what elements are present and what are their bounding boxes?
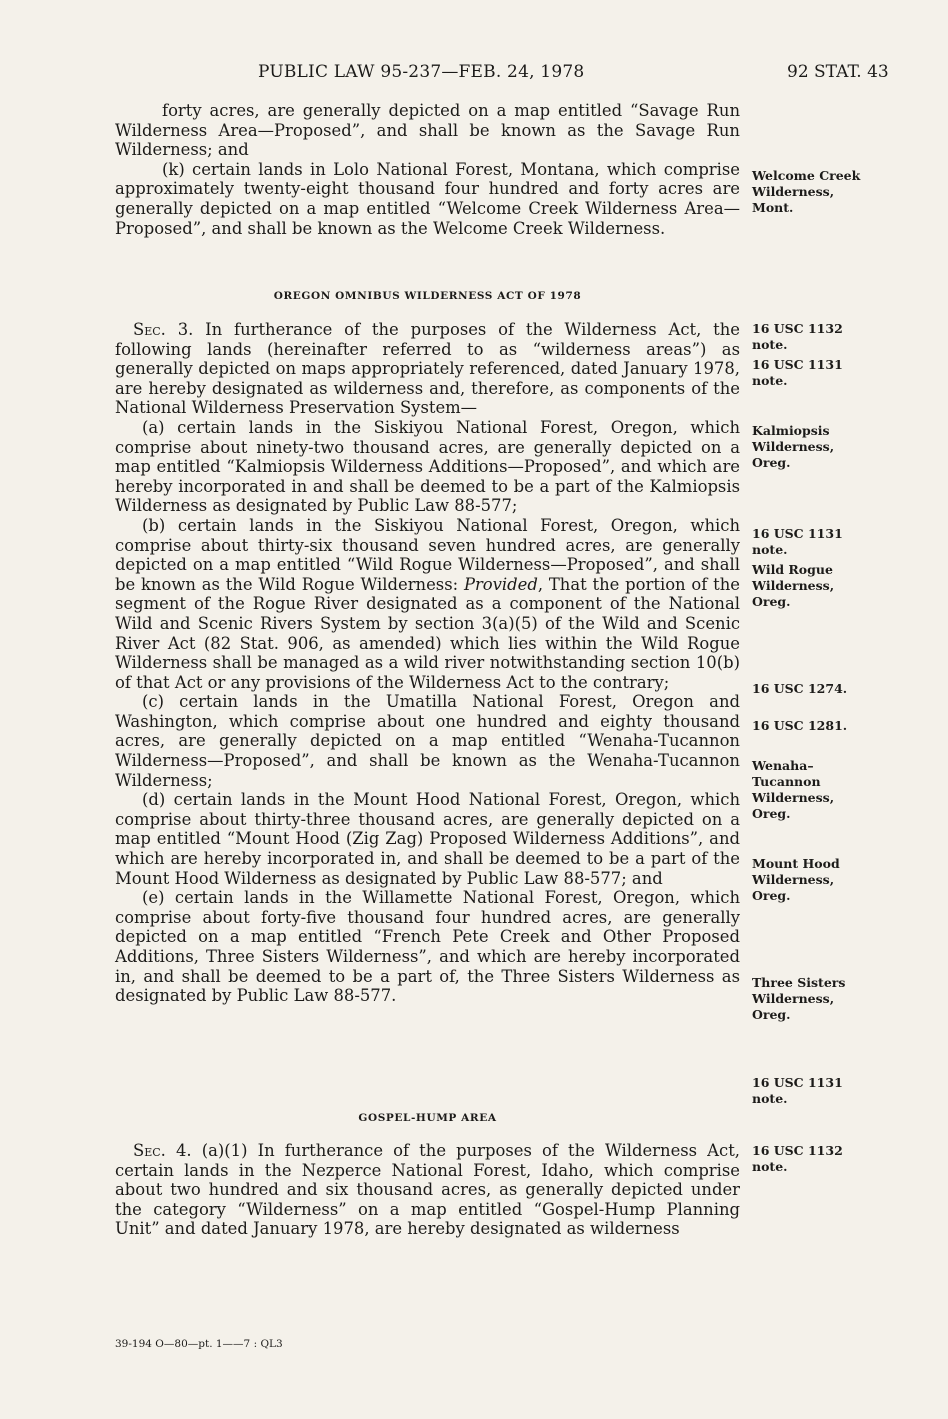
paragraph-sec3 — [115, 320, 740, 418]
provided-word: Provided — [463, 574, 538, 594]
sec4-text: 4. (a)(1) In furtherance of the purposes of the Wilderness Act, certain lands in the Nezperce National Forest, Idaho, which comprise about two hundred and six thousand acres, as generally depicted under the category “Wilderness” on a map entitled “Gospel-Hump Planning Unit” and dated January 1978, are hereby designated as wilderness — [115, 1141, 740, 1239]
margin-note-usc-1132-b: 16 USC 1132 note. — [752, 1143, 843, 1174]
margin-note-usc-1132: 16 USC 1132 note. — [752, 321, 843, 352]
margin-note-kalmiopsis: Kalmiopsis Wilderness, Oreg. — [752, 423, 835, 470]
paragraph-b-wild-rogue — [115, 516, 740, 692]
sec-label: Sec. — [133, 320, 166, 339]
running-header: PUBLIC LAW 95-237—FEB. 24, 1978 — [258, 62, 585, 82]
text-block-sec2-end — [115, 101, 740, 238]
margin-note-mount-hood: Mount Hood Wilderness, Oreg. — [752, 856, 840, 903]
sec3-text: 3. In furtherance of the purposes of the Wilderness Act, the following lands (hereinafter referred to as “wilderness areas”) as generally depicted on maps appropriately referenced, dated January 1978, are hereby designated as wilderness and, therefore, as components of the National Wilderness Preservation System— — [115, 320, 740, 418]
margin-note-wenaha: Wenaha– Tucannon Wilderness, Oreg. — [752, 758, 835, 821]
sec-label: Sec. — [133, 1141, 166, 1160]
paragraph-a-kalmiopsis: (a) certain lands in the Siskiyou National Forest, Oregon, which comprise about ninety-two thousand acres, are generally depicted on a map entitled “Kalmiopsis Wilderness Additions—Proposed”, and which are hereby incorporated in and shall be deemed to be a part of the Kalmiopsis Wilderness as designated by Public Law 88-577; — [115, 417, 740, 516]
text-block-sec4 — [115, 1141, 740, 1239]
paragraph-savage-run: forty acres, are generally depicted on a map entitled “Savage Run Wilderness Area—Proposed”, and shall be known as the Savage Run Wilderness; and — [115, 101, 740, 160]
margin-note-wild-rogue: Wild Rogue Wilderness, Oreg. — [752, 562, 835, 609]
margin-note-usc-1274: 16 USC 1274. — [752, 681, 848, 696]
margin-note-usc-1131-b: 16 USC 1131 note. — [752, 526, 843, 557]
section-heading-gospel-hump: GOSPEL-HUMP AREA — [358, 1112, 497, 1124]
b-text-pre: (b) certain lands in the Siskiyou National Forest, Oregon, which comprise about thirty-six thousand seven hundred acres, are generally depicted on a map entitled “Wild Rogue Wilderness—Proposed”, and shall be known as the Wild Rogue Wilderness: — [115, 515, 740, 594]
print-job-footer: 39-194 O—80—pt. 1——7 : QL3 — [115, 1338, 283, 1350]
paragraph-e-three-sisters: (e) certain lands in the Willamette National Forest, Oregon, which comprise about forty-five thousand four hundred acres, are generally depicted on a map entitled “French Pete Creek and Other Proposed Additions, Three Sisters Wilderness”, and which are hereby incorporated in, and shall be deemed to be a part of, the Three Sisters Wilderness as designated by Public Law 88-577. — [115, 888, 740, 1006]
margin-note-usc-1131-c: 16 USC 1131 note. — [752, 1075, 843, 1106]
paragraph-sec4 — [115, 1141, 740, 1239]
text-block-sec3 — [115, 320, 740, 1006]
paragraph-d-mount-hood: (d) certain lands in the Mount Hood National Forest, Oregon, which comprise about thirty-three thousand acres, are generally depicted on a map entitled “Mount Hood (Zig Zag) Proposed Wilderness Additions”, and which are hereby incorporated in, and shall be deemed to be a part of the Mount Hood Wilderness as designated by Public Law 88-577; and — [115, 790, 740, 888]
margin-note-welcome-creek: Welcome Creek Wilderness, Mont. — [752, 168, 861, 215]
paragraph-c-wenaha: (c) certain lands in the Umatilla National Forest, Oregon and Washington, which comprise about one hundred and eighty thousand acres, are generally depicted on a map entitled “Wenaha-Tucannon Wilderness—Proposed”, and shall be known as the Wenaha-Tucannon Wilderness; — [115, 692, 740, 790]
section-heading-oregon-omnibus: OREGON OMNIBUS WILDERNESS ACT OF 1978 — [273, 290, 582, 302]
paragraph-k-welcome-creek: (k) certain lands in Lolo National Forest, Montana, which comprise approximately twenty-eight thousand four hundred and forty acres are generally depicted on a map entitled “Welcome Creek Wilderness Area—Proposed”, and shall be known as the Welcome Creek Wilderness. — [115, 159, 740, 238]
margin-note-three-sisters: Three Sisters Wilderness, Oreg. — [752, 975, 846, 1022]
b-text-post: , That the portion of the segment of the Rogue River designated as a component of the National Wild and Scenic Rivers System by section 3(a)(5) of the Wild and Scenic River Act (82 Stat. 906, as amended) which lies within the Wild Rogue Wilderness shall be managed as a wild river notwithstanding section 10(b) of that Act or any provisions of the Wilderness Act to the contrary; — [115, 574, 740, 692]
stat-page-number: 92 STAT. 43 — [787, 62, 889, 82]
margin-note-usc-1281: 16 USC 1281. — [752, 718, 848, 733]
margin-note-usc-1131: 16 USC 1131 note. — [752, 357, 843, 388]
